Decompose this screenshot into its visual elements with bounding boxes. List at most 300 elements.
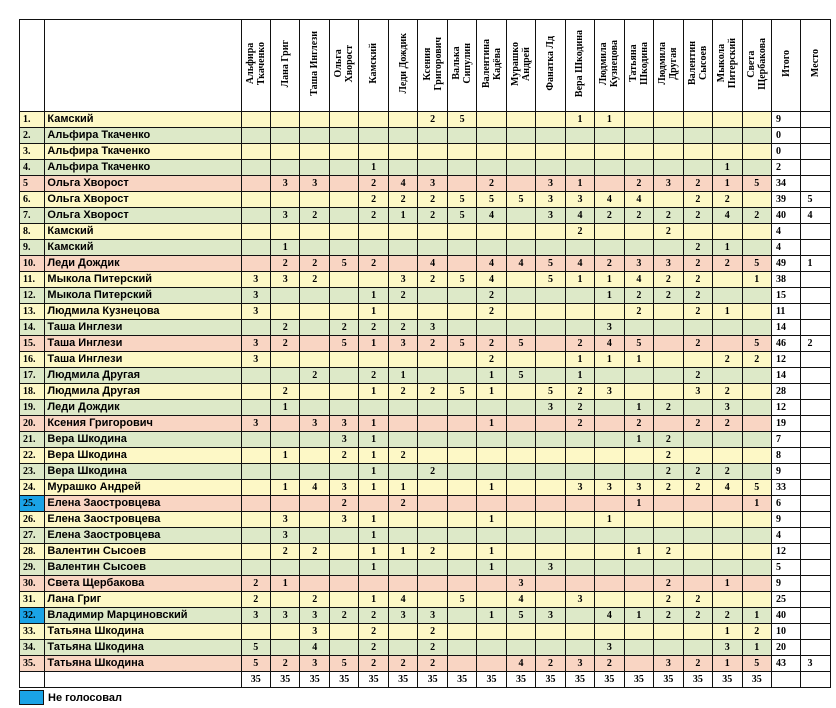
score-cell bbox=[595, 432, 624, 448]
score-cell bbox=[742, 576, 771, 592]
score-cell: 2 bbox=[388, 320, 417, 336]
score-cell bbox=[536, 480, 565, 496]
total-cell: 25 bbox=[771, 592, 800, 608]
place-cell bbox=[801, 272, 831, 288]
score-cell bbox=[477, 432, 506, 448]
header-voter-3 bbox=[329, 20, 358, 112]
totals-empty-cell bbox=[45, 672, 241, 688]
score-cell bbox=[595, 368, 624, 384]
column-total-cell: 35 bbox=[300, 672, 329, 688]
score-cell bbox=[536, 240, 565, 256]
score-cell: 1 bbox=[565, 272, 594, 288]
score-cell bbox=[329, 288, 358, 304]
total-cell: 9 bbox=[771, 512, 800, 528]
candidate-name: Вера Шкодина bbox=[45, 432, 241, 448]
score-cell bbox=[418, 496, 447, 512]
score-cell bbox=[536, 448, 565, 464]
score-cell bbox=[359, 128, 388, 144]
score-cell bbox=[595, 560, 624, 576]
score-cell: 2 bbox=[359, 624, 388, 640]
score-cell: 4 bbox=[388, 176, 417, 192]
table-row bbox=[20, 176, 831, 192]
score-cell bbox=[418, 368, 447, 384]
score-cell bbox=[565, 624, 594, 640]
place-cell bbox=[801, 176, 831, 192]
score-cell: 1 bbox=[359, 304, 388, 320]
score-cell: 2 bbox=[241, 576, 270, 592]
score-cell: 2 bbox=[359, 176, 388, 192]
score-cell: 3 bbox=[300, 624, 329, 640]
place-cell bbox=[801, 384, 831, 400]
column-total-cell: 35 bbox=[418, 672, 447, 688]
score-cell bbox=[506, 240, 535, 256]
score-cell: 1 bbox=[359, 544, 388, 560]
place-cell bbox=[801, 528, 831, 544]
score-cell: 2 bbox=[359, 640, 388, 656]
score-cell: 3 bbox=[595, 480, 624, 496]
score-cell bbox=[565, 128, 594, 144]
score-cell: 2 bbox=[271, 320, 300, 336]
score-cell bbox=[683, 160, 712, 176]
score-cell: 2 bbox=[536, 656, 565, 672]
candidate-name: Ольга Хворост bbox=[45, 176, 241, 192]
score-cell bbox=[713, 592, 742, 608]
score-cell: 2 bbox=[654, 448, 683, 464]
candidate-name: Людмила Другая bbox=[45, 384, 241, 400]
score-cell bbox=[329, 160, 358, 176]
score-cell bbox=[742, 368, 771, 384]
place-cell bbox=[801, 512, 831, 528]
score-cell bbox=[271, 192, 300, 208]
score-cell bbox=[241, 144, 270, 160]
score-cell bbox=[477, 656, 506, 672]
score-cell: 3 bbox=[388, 272, 417, 288]
score-cell: 2 bbox=[713, 464, 742, 480]
score-cell: 2 bbox=[359, 608, 388, 624]
row-number: 7. bbox=[20, 208, 45, 224]
score-cell bbox=[271, 432, 300, 448]
table-row bbox=[20, 320, 831, 336]
score-cell: 3 bbox=[300, 608, 329, 624]
score-cell bbox=[713, 320, 742, 336]
score-cell bbox=[271, 592, 300, 608]
place-cell bbox=[801, 160, 831, 176]
score-cell bbox=[742, 384, 771, 400]
score-cell bbox=[713, 496, 742, 512]
row-number: 1. bbox=[20, 112, 45, 128]
score-cell: 2 bbox=[359, 320, 388, 336]
score-cell bbox=[388, 624, 417, 640]
score-cell: 2 bbox=[418, 640, 447, 656]
score-cell: 3 bbox=[329, 432, 358, 448]
score-cell bbox=[683, 144, 712, 160]
score-cell bbox=[506, 352, 535, 368]
score-cell: 2 bbox=[477, 336, 506, 352]
total-cell: 43 bbox=[771, 656, 800, 672]
header-voter-12-label: Людмила Кузнецова bbox=[598, 39, 621, 88]
score-cell bbox=[477, 112, 506, 128]
header-place bbox=[801, 20, 831, 112]
table-row bbox=[20, 416, 831, 432]
candidate-name: Мыкола Питерский bbox=[45, 288, 241, 304]
score-cell bbox=[418, 448, 447, 464]
score-cell bbox=[241, 320, 270, 336]
score-cell: 1 bbox=[624, 496, 653, 512]
score-cell bbox=[329, 128, 358, 144]
score-cell: 3 bbox=[241, 416, 270, 432]
candidate-name: Камский bbox=[45, 224, 241, 240]
score-cell bbox=[271, 352, 300, 368]
score-cell: 1 bbox=[477, 544, 506, 560]
score-cell bbox=[388, 160, 417, 176]
header-voter-6 bbox=[418, 20, 447, 112]
score-cell: 4 bbox=[477, 256, 506, 272]
place-cell bbox=[801, 240, 831, 256]
score-cell bbox=[447, 560, 476, 576]
score-cell: 4 bbox=[595, 192, 624, 208]
score-cell bbox=[624, 160, 653, 176]
score-cell: 2 bbox=[654, 464, 683, 480]
table-row bbox=[20, 496, 831, 512]
score-cell: 2 bbox=[388, 288, 417, 304]
total-cell: 12 bbox=[771, 544, 800, 560]
score-cell bbox=[506, 448, 535, 464]
column-total-cell: 35 bbox=[713, 672, 742, 688]
score-cell: 1 bbox=[359, 528, 388, 544]
table-row bbox=[20, 192, 831, 208]
score-cell bbox=[241, 128, 270, 144]
score-cell bbox=[241, 624, 270, 640]
row-number: 12. bbox=[20, 288, 45, 304]
score-cell: 2 bbox=[477, 288, 506, 304]
score-cell: 2 bbox=[713, 256, 742, 272]
score-cell bbox=[683, 352, 712, 368]
score-cell: 1 bbox=[359, 160, 388, 176]
score-cell: 2 bbox=[683, 336, 712, 352]
score-cell: 2 bbox=[683, 192, 712, 208]
score-cell bbox=[300, 112, 329, 128]
row-number: 13. bbox=[20, 304, 45, 320]
score-cell: 2 bbox=[624, 288, 653, 304]
score-cell bbox=[624, 528, 653, 544]
row-number: 8. bbox=[20, 224, 45, 240]
score-cell bbox=[742, 240, 771, 256]
score-cell: 3 bbox=[595, 320, 624, 336]
row-number: 16. bbox=[20, 352, 45, 368]
total-cell: 0 bbox=[771, 128, 800, 144]
score-cell bbox=[742, 112, 771, 128]
score-cell: 2 bbox=[418, 464, 447, 480]
row-number: 21. bbox=[20, 432, 45, 448]
score-cell bbox=[418, 560, 447, 576]
total-cell: 11 bbox=[771, 304, 800, 320]
row-number: 25. bbox=[20, 496, 45, 512]
score-cell bbox=[388, 576, 417, 592]
score-cell bbox=[329, 384, 358, 400]
score-cell: 5 bbox=[506, 368, 535, 384]
score-cell bbox=[241, 512, 270, 528]
column-total-cell: 35 bbox=[477, 672, 506, 688]
candidate-name: Ксения Григорович bbox=[45, 416, 241, 432]
legend-label: Не голосовал bbox=[48, 691, 122, 704]
score-cell: 3 bbox=[271, 512, 300, 528]
score-cell: 2 bbox=[359, 208, 388, 224]
score-cell bbox=[300, 400, 329, 416]
score-cell bbox=[506, 176, 535, 192]
header-voter-17 bbox=[742, 20, 771, 112]
score-cell bbox=[683, 640, 712, 656]
score-cell: 4 bbox=[565, 208, 594, 224]
table-row bbox=[20, 512, 831, 528]
header-voter-2 bbox=[300, 20, 329, 112]
score-cell: 2 bbox=[713, 352, 742, 368]
candidate-name: Альфира Ткаченко bbox=[45, 144, 241, 160]
table-row bbox=[20, 368, 831, 384]
score-cell: 1 bbox=[565, 176, 594, 192]
score-cell bbox=[477, 576, 506, 592]
score-cell bbox=[654, 304, 683, 320]
score-cell: 2 bbox=[418, 656, 447, 672]
score-cell bbox=[713, 336, 742, 352]
score-cell bbox=[388, 432, 417, 448]
score-cell bbox=[271, 112, 300, 128]
score-cell bbox=[713, 288, 742, 304]
score-cell: 5 bbox=[447, 592, 476, 608]
score-cell bbox=[713, 560, 742, 576]
score-cell bbox=[536, 416, 565, 432]
score-cell bbox=[359, 144, 388, 160]
row-number: 20. bbox=[20, 416, 45, 432]
score-cell: 2 bbox=[683, 480, 712, 496]
score-cell bbox=[506, 544, 535, 560]
candidate-name: Леди Дождик bbox=[45, 400, 241, 416]
header-voter-14 bbox=[654, 20, 683, 112]
voting-table bbox=[19, 19, 831, 688]
candidate-name: Ольга Хворост bbox=[45, 192, 241, 208]
score-cell bbox=[683, 112, 712, 128]
score-cell bbox=[241, 544, 270, 560]
score-cell bbox=[388, 560, 417, 576]
score-cell: 2 bbox=[595, 656, 624, 672]
place-cell: 5 bbox=[801, 192, 831, 208]
candidate-name: Татьяна Шкодина bbox=[45, 624, 241, 640]
score-cell: 2 bbox=[742, 624, 771, 640]
header-voter-17-label: Света Щербакова bbox=[745, 37, 768, 90]
score-cell bbox=[447, 656, 476, 672]
score-cell bbox=[536, 624, 565, 640]
score-cell: 3 bbox=[565, 480, 594, 496]
candidate-name: Валентин Сысоев bbox=[45, 560, 241, 576]
score-cell bbox=[329, 544, 358, 560]
score-cell: 1 bbox=[624, 432, 653, 448]
score-cell bbox=[713, 128, 742, 144]
score-cell bbox=[418, 512, 447, 528]
score-cell bbox=[447, 528, 476, 544]
total-cell: 39 bbox=[771, 192, 800, 208]
score-cell bbox=[388, 112, 417, 128]
score-cell: 1 bbox=[388, 480, 417, 496]
place-cell bbox=[801, 432, 831, 448]
score-cell bbox=[654, 624, 683, 640]
score-cell bbox=[654, 384, 683, 400]
total-cell: 5 bbox=[771, 560, 800, 576]
score-cell bbox=[447, 352, 476, 368]
score-cell bbox=[565, 432, 594, 448]
table-row bbox=[20, 240, 831, 256]
score-cell bbox=[536, 432, 565, 448]
score-cell bbox=[565, 288, 594, 304]
score-cell: 4 bbox=[713, 480, 742, 496]
score-cell: 2 bbox=[329, 496, 358, 512]
score-cell bbox=[447, 240, 476, 256]
score-cell bbox=[329, 576, 358, 592]
score-cell: 5 bbox=[742, 656, 771, 672]
score-cell bbox=[477, 640, 506, 656]
score-cell bbox=[624, 320, 653, 336]
score-cell: 3 bbox=[329, 416, 358, 432]
table-row bbox=[20, 208, 831, 224]
score-cell bbox=[447, 544, 476, 560]
score-cell: 2 bbox=[477, 352, 506, 368]
row-number: 5 bbox=[20, 176, 45, 192]
place-cell bbox=[801, 352, 831, 368]
header-voter-1-label: Лана Григ bbox=[279, 39, 291, 88]
score-cell: 1 bbox=[359, 512, 388, 528]
score-cell bbox=[536, 336, 565, 352]
place-cell bbox=[801, 560, 831, 576]
column-total-cell: 35 bbox=[654, 672, 683, 688]
score-cell bbox=[418, 432, 447, 448]
header-place-label: Место bbox=[810, 49, 822, 78]
candidate-name: Валентин Сысоев bbox=[45, 544, 241, 560]
total-cell: 49 bbox=[771, 256, 800, 272]
score-cell bbox=[742, 528, 771, 544]
score-cell bbox=[565, 640, 594, 656]
score-cell bbox=[477, 320, 506, 336]
score-cell bbox=[654, 496, 683, 512]
score-cell bbox=[447, 400, 476, 416]
score-cell bbox=[388, 144, 417, 160]
score-cell: 1 bbox=[477, 384, 506, 400]
score-cell bbox=[300, 224, 329, 240]
score-cell: 1 bbox=[565, 352, 594, 368]
score-cell bbox=[241, 496, 270, 512]
score-cell: 4 bbox=[565, 256, 594, 272]
candidate-name: Людмила Другая bbox=[45, 368, 241, 384]
total-cell: 46 bbox=[771, 336, 800, 352]
score-cell: 2 bbox=[271, 544, 300, 560]
score-cell: 1 bbox=[359, 448, 388, 464]
score-cell bbox=[536, 640, 565, 656]
score-cell bbox=[565, 496, 594, 512]
score-cell: 2 bbox=[271, 336, 300, 352]
score-cell bbox=[536, 128, 565, 144]
place-cell bbox=[801, 576, 831, 592]
header-voter-2-label: Таша Инглези bbox=[309, 31, 321, 96]
column-total-cell: 35 bbox=[595, 672, 624, 688]
score-cell bbox=[300, 448, 329, 464]
score-cell bbox=[654, 112, 683, 128]
score-cell: 1 bbox=[595, 352, 624, 368]
score-cell bbox=[565, 512, 594, 528]
table-row bbox=[20, 592, 831, 608]
header-voter-10 bbox=[536, 20, 565, 112]
score-cell bbox=[388, 304, 417, 320]
score-cell: 1 bbox=[713, 624, 742, 640]
row-number: 17. bbox=[20, 368, 45, 384]
table-row bbox=[20, 288, 831, 304]
score-cell: 5 bbox=[477, 192, 506, 208]
table-row bbox=[20, 608, 831, 624]
score-cell: 1 bbox=[713, 576, 742, 592]
header-row bbox=[20, 20, 831, 112]
score-cell bbox=[418, 240, 447, 256]
score-cell: 2 bbox=[683, 304, 712, 320]
score-cell: 2 bbox=[654, 224, 683, 240]
score-cell bbox=[654, 192, 683, 208]
total-cell: 19 bbox=[771, 416, 800, 432]
score-cell: 1 bbox=[271, 240, 300, 256]
score-cell: 1 bbox=[624, 352, 653, 368]
table-row bbox=[20, 576, 831, 592]
score-cell bbox=[565, 320, 594, 336]
score-cell: 5 bbox=[742, 256, 771, 272]
score-cell bbox=[654, 640, 683, 656]
score-cell: 5 bbox=[329, 656, 358, 672]
score-cell bbox=[742, 512, 771, 528]
score-cell bbox=[536, 160, 565, 176]
score-cell bbox=[447, 176, 476, 192]
totals-empty-cell bbox=[771, 672, 800, 688]
score-cell bbox=[359, 352, 388, 368]
row-number: 34. bbox=[20, 640, 45, 656]
score-cell: 2 bbox=[388, 496, 417, 512]
row-number: 35. bbox=[20, 656, 45, 672]
total-cell: 34 bbox=[771, 176, 800, 192]
score-cell bbox=[565, 448, 594, 464]
score-cell: 2 bbox=[654, 544, 683, 560]
score-cell bbox=[271, 496, 300, 512]
score-cell bbox=[241, 384, 270, 400]
row-number: 30. bbox=[20, 576, 45, 592]
score-cell: 5 bbox=[624, 336, 653, 352]
table-row bbox=[20, 432, 831, 448]
score-cell bbox=[329, 208, 358, 224]
score-cell bbox=[477, 528, 506, 544]
score-cell: 3 bbox=[624, 480, 653, 496]
place-cell bbox=[801, 624, 831, 640]
score-cell bbox=[300, 192, 329, 208]
place-cell: 1 bbox=[801, 256, 831, 272]
score-cell: 3 bbox=[536, 192, 565, 208]
score-cell bbox=[447, 464, 476, 480]
score-cell: 3 bbox=[241, 336, 270, 352]
table-row bbox=[20, 272, 831, 288]
score-cell: 5 bbox=[506, 336, 535, 352]
place-cell bbox=[801, 112, 831, 128]
score-cell: 2 bbox=[624, 416, 653, 432]
candidate-name: Мурашко Андрей bbox=[45, 480, 241, 496]
score-cell: 4 bbox=[506, 656, 535, 672]
header-voter-8 bbox=[477, 20, 506, 112]
score-cell bbox=[536, 224, 565, 240]
table-row bbox=[20, 448, 831, 464]
column-total-cell: 35 bbox=[565, 672, 594, 688]
score-cell bbox=[477, 448, 506, 464]
score-cell: 1 bbox=[713, 176, 742, 192]
row-number: 27. bbox=[20, 528, 45, 544]
candidate-name: Елена Заостровцева bbox=[45, 528, 241, 544]
